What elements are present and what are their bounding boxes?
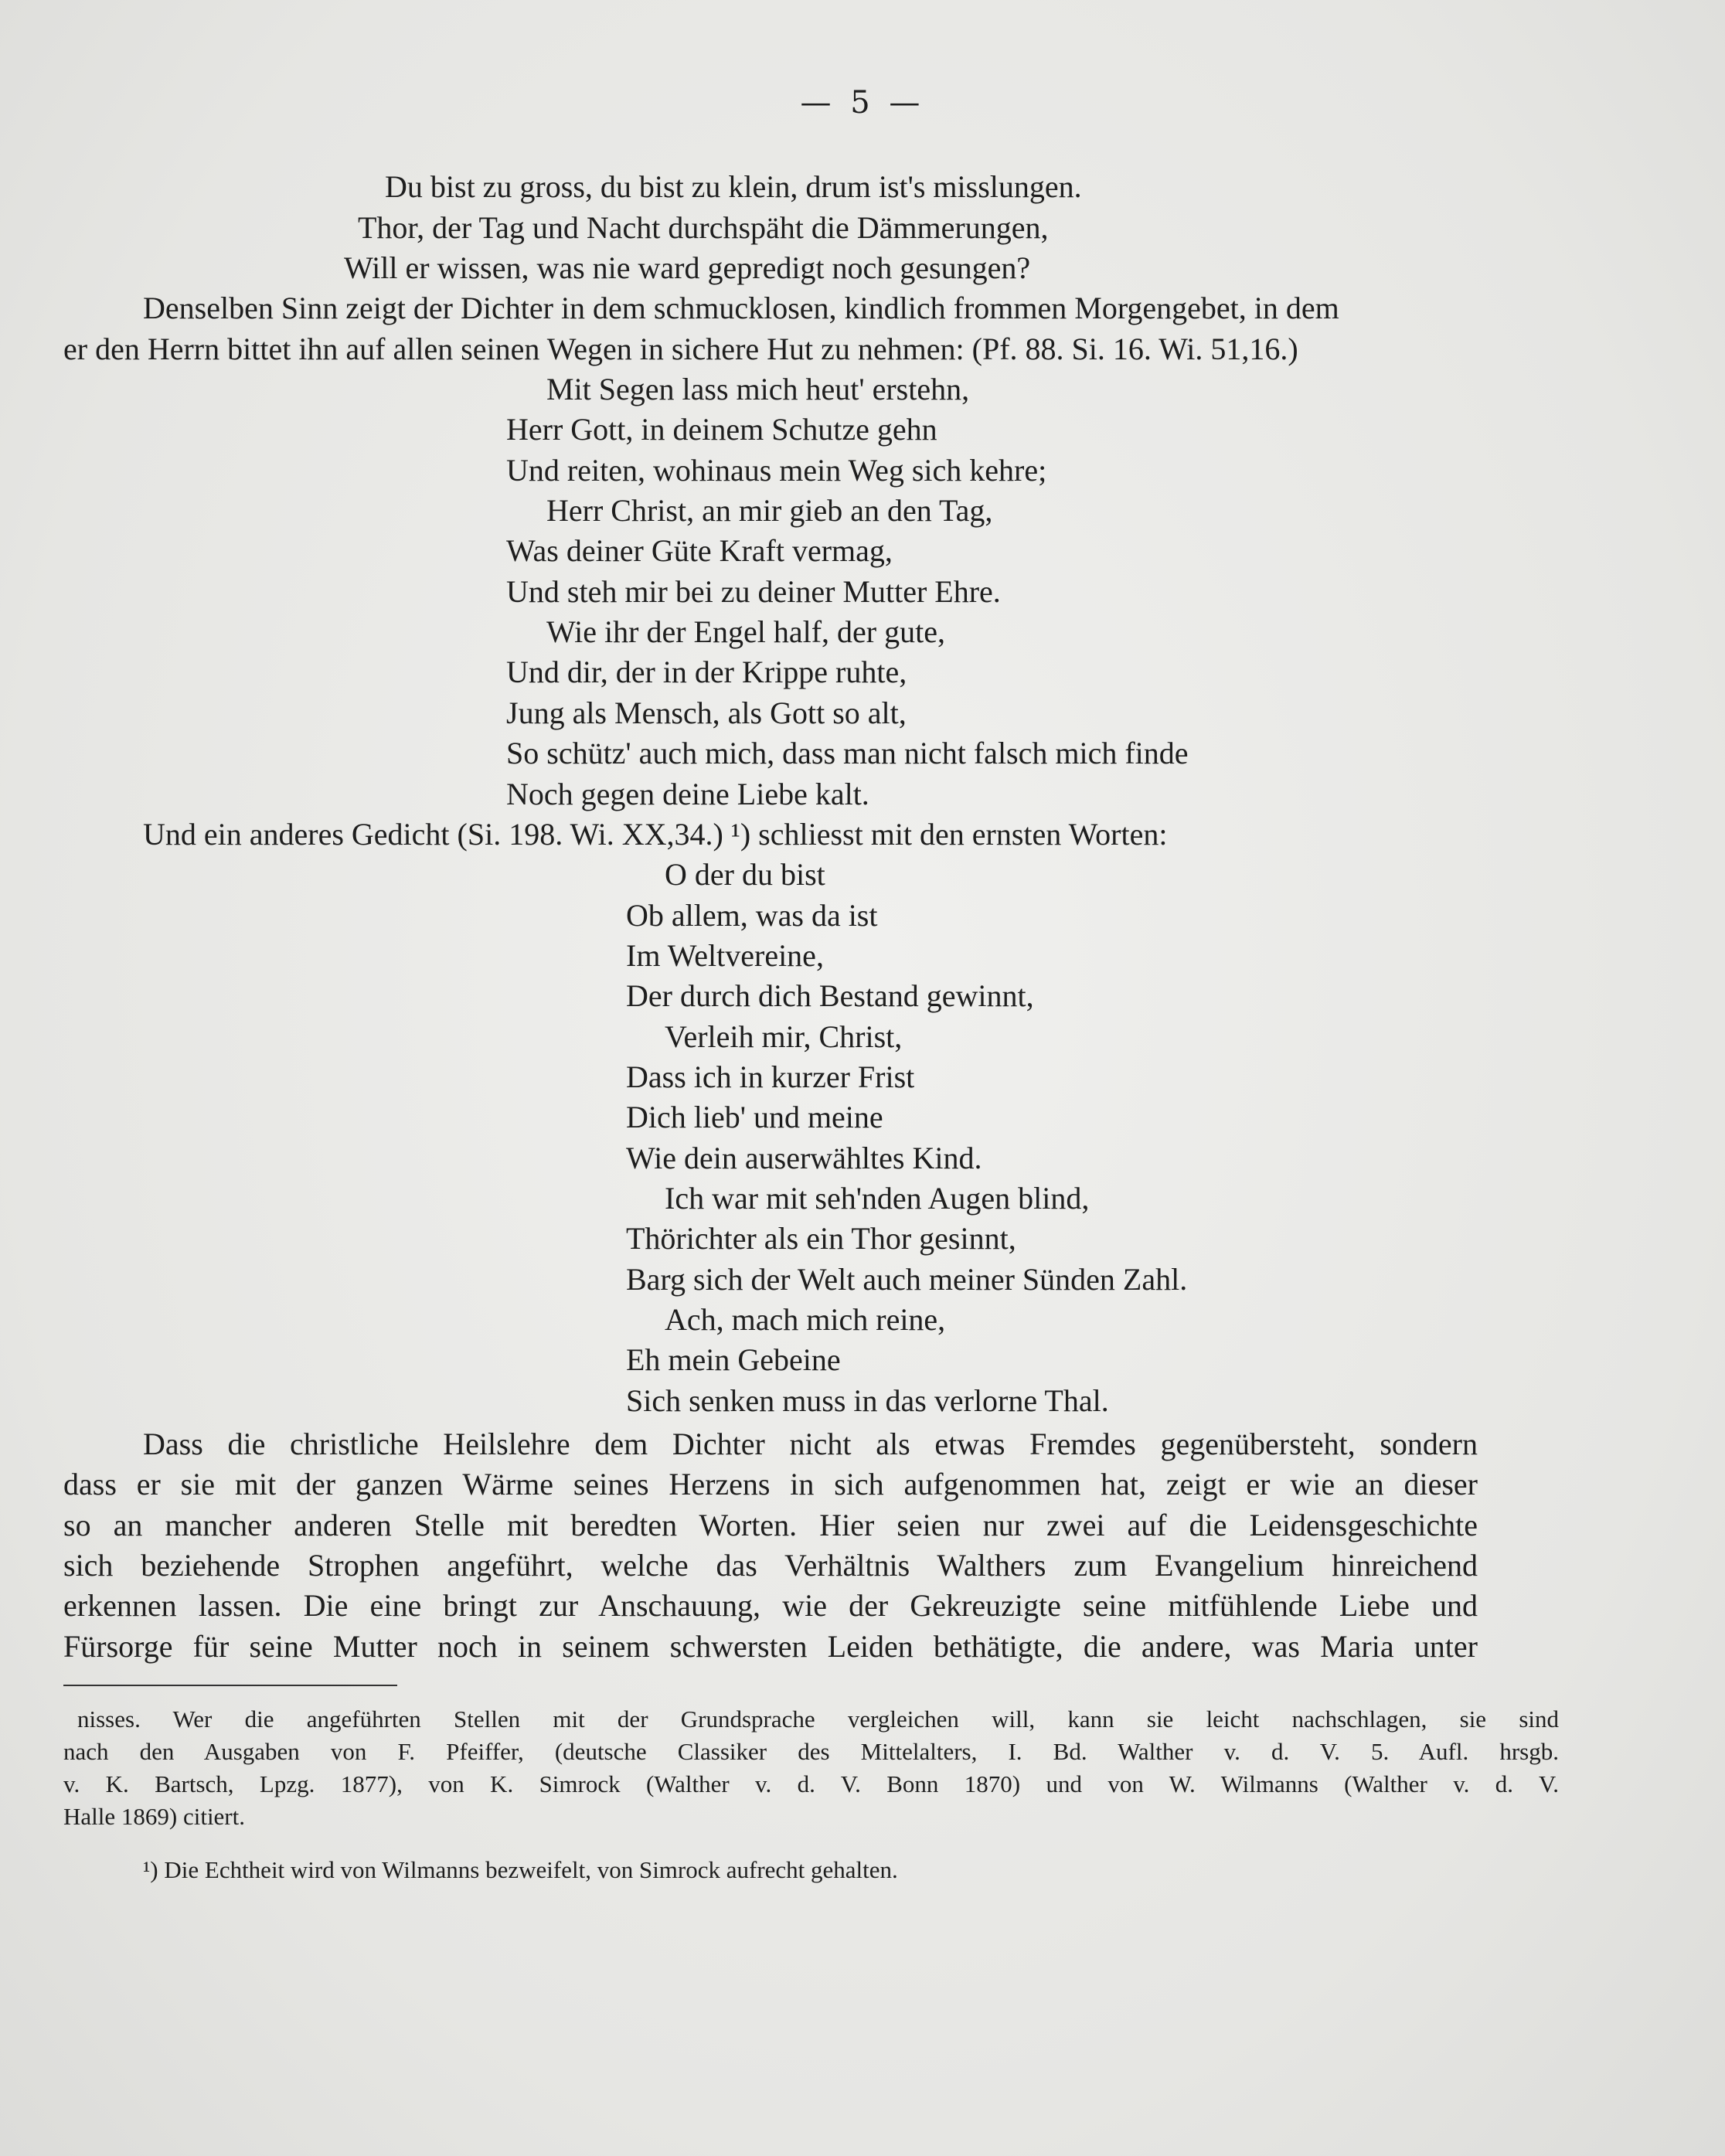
poem2-line: Wie ihr der Engel half, der gute, [546, 614, 945, 649]
poem3-line: Ob allem, was da ist [626, 898, 878, 933]
poem3-line: Der durch dich Bestand gewinnt, [626, 978, 1034, 1013]
para1-line: er den Herrn bittet ihn auf allen seinen Wegen in sichere Hut zu nehmen: (Pf. 88. Si. 16. Wi. 51,16.) [63, 332, 1298, 366]
poem3-line: Dich lieb' und meine [626, 1100, 883, 1134]
poem2-line: Und dir, der in der Krippe ruhte, [506, 655, 907, 689]
footnote-1: ¹) Die Echtheit wird von Wilmanns bezweifelt, von Simrock aufrecht gehalten. [143, 1856, 898, 1883]
poem3-line: O der du bist [665, 857, 825, 892]
footnote-line: v. K. Bartsch, Lpzg. 1877), von K. Simrock (Walther v. d. V. Bonn 1870) und von W. Wilmanns (Walther v. d. V. [63, 1770, 1559, 1797]
para3-line: dass er sie mit der ganzen Wärme seines Herzens in sich aufgenommen hat, zeigt er wie an dieser [63, 1467, 1478, 1501]
para3-line: Fürsorge für seine Mutter noch in seinem schwersten Leiden bethätigte, die andere, was Maria unter [63, 1629, 1478, 1664]
poem3-line: Ach, mach mich reine, [665, 1302, 946, 1337]
poem2-line: Jung als Mensch, als Gott so alt, [506, 695, 907, 730]
poem2-line: Mit Segen lass mich heut' erstehn, [546, 372, 970, 406]
para1-line: Denselben Sinn zeigt der Dichter in dem schmucklosen, kindlich frommen Morgengebet, in dem [143, 291, 1339, 325]
poem2-line: Und steh mir bei zu deiner Mutter Ehre. [506, 574, 1001, 609]
para3-line: Dass die christliche Heilslehre dem Dichter nicht als etwas Fremdes gegenübersteht, sondern [143, 1427, 1478, 1461]
poem3-line: Verleih mir, Christ, [665, 1019, 903, 1054]
poem2-line: So schütz' auch mich, dass man nicht falsch mich finde [506, 736, 1189, 770]
poem2-line: Herr Gott, in deinem Schutze gehn [506, 412, 937, 447]
poem3-line: Thörichter als ein Thor gesinnt, [626, 1221, 1016, 1256]
poem3-line: Eh mein Gebeine [626, 1342, 841, 1377]
poem2-line: Was deiner Güte Kraft vermag, [506, 533, 893, 568]
poem3-line: Barg sich der Welt auch meiner Sünden Zahl. [626, 1262, 1188, 1297]
poem2-line: Noch gegen deine Liebe kalt. [506, 777, 869, 811]
poem3-line: Wie dein auserwähltes Kind. [626, 1141, 982, 1175]
poem1-line: Du bist zu gross, du bist zu klein, drum ist's misslungen. [385, 169, 1082, 204]
poem3-line: Ich war mit seh'nden Augen blind, [665, 1181, 1090, 1216]
para3-line: so an mancher anderen Stelle mit beredten Worten. Hier seien nur zwei auf die Leidensgeschichte [63, 1508, 1478, 1542]
para3-line: sich beziehende Strophen angeführt, welche das Verhältnis Walthers zum Evangelium hinreichend [63, 1548, 1478, 1583]
para2-line: Und ein anderes Gedicht (Si. 198. Wi. XX,34.) ¹) schliesst mit den ernsten Worten: [143, 817, 1168, 852]
footnote-line: nach den Ausgaben von F. Pfeiffer, (deutsche Classiker des Mittelalters, I. Bd. Walther v. d. V. 5. Aufl. hrsgb. [63, 1738, 1559, 1765]
poem2-line: Herr Christ, an mir gieb an den Tag, [546, 493, 993, 528]
poem3-line: Dass ich in kurzer Frist [626, 1059, 915, 1094]
poem3-line: Im Weltvereine, [626, 938, 824, 973]
poem1-line: Will er wissen, was nie ward gepredigt noch gesungen? [344, 250, 1031, 285]
poem3-line: Sich senken muss in das verlorne Thal. [626, 1383, 1109, 1418]
footnote-divider [63, 1685, 397, 1686]
poem2-line: Und reiten, wohinaus mein Weg sich kehre; [506, 453, 1047, 488]
para3-line: erkennen lassen. Die eine bringt zur Anschauung, wie der Gekreuzigte seine mitfühlende Liebe und [63, 1588, 1478, 1623]
poem1-line: Thor, der Tag und Nacht durchspäht die Dämmerungen, [358, 210, 1049, 245]
page-number: — 5 — [800, 85, 925, 121]
footnote-line: Halle 1869) citiert. [63, 1803, 245, 1830]
footnote-line: nisses. Wer die angeführten Stellen mit der Grundsprache vergleichen will, kann sie leicht nachschlagen, sie sind [77, 1705, 1559, 1733]
